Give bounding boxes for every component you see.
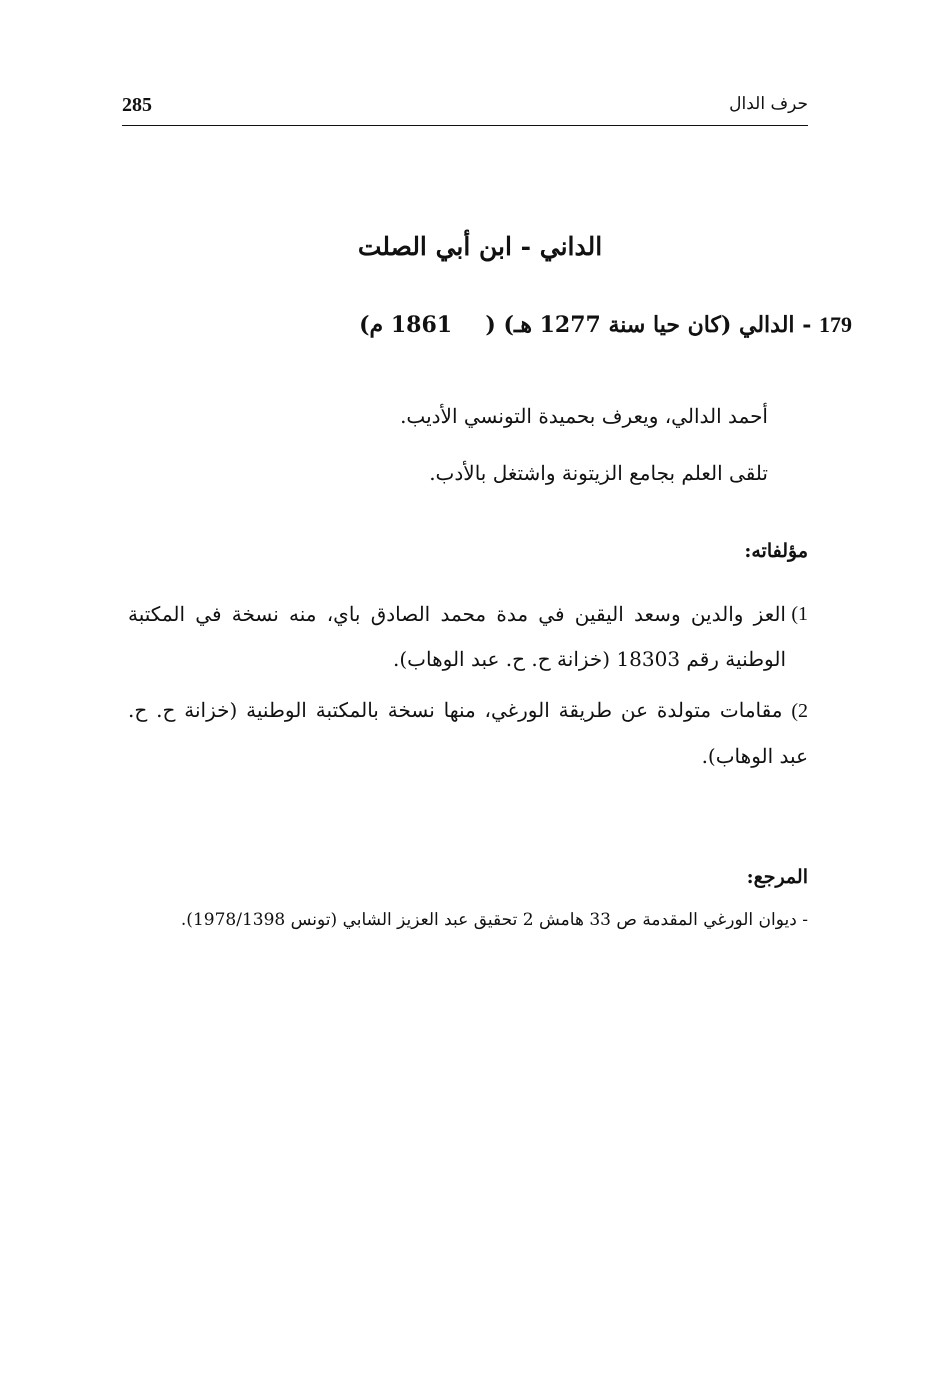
reference-text: - ديوان الورغي المقدمة ص 33 هامش 2 تحقيق عبد العزيز الشابي (تونس 1978/1398).	[180, 910, 808, 930]
work-number: 1)	[791, 603, 808, 625]
bio-line-1: أحمد الدالي، ويعرف بحميدة التونسي الأديب.	[400, 404, 768, 428]
work-text: العز والدين وسعد اليقين في مدة محمد الصادق باي، منه نسخة في المكتبة الوطنية رقم 18303 (خزانة ح. ح. عبد الوهاب).	[128, 602, 786, 671]
list-item	[128, 688, 808, 779]
page-number: 285	[122, 94, 152, 116]
running-title: حرف الدال	[729, 94, 808, 114]
bio-line-2: تلقى العلم بجامع الزيتونة واشتغل بالأدب.	[429, 461, 768, 485]
works-list	[128, 592, 808, 785]
page-header	[122, 88, 808, 128]
entry-year: 1861 م)	[359, 312, 453, 338]
reference-heading: المرجع:	[746, 866, 808, 888]
entry-number: 179	[819, 312, 852, 337]
work-text: مقامات متولدة عن طريقة الورغي، منها نسخة بالمكتبة الوطنية (خزانة ح. ح. عبد الوهاب).	[128, 698, 808, 768]
works-heading: مؤلفاته:	[744, 540, 808, 562]
work-number: 2)	[791, 700, 809, 722]
list-item	[128, 592, 808, 682]
section-title: الداني - ابن أبي الصلت	[357, 232, 603, 261]
header-rule	[122, 125, 808, 126]
entry-title: - الدالي (كان حيا سنة 1277 هـ) (	[485, 312, 812, 338]
entry-heading	[252, 312, 852, 338]
